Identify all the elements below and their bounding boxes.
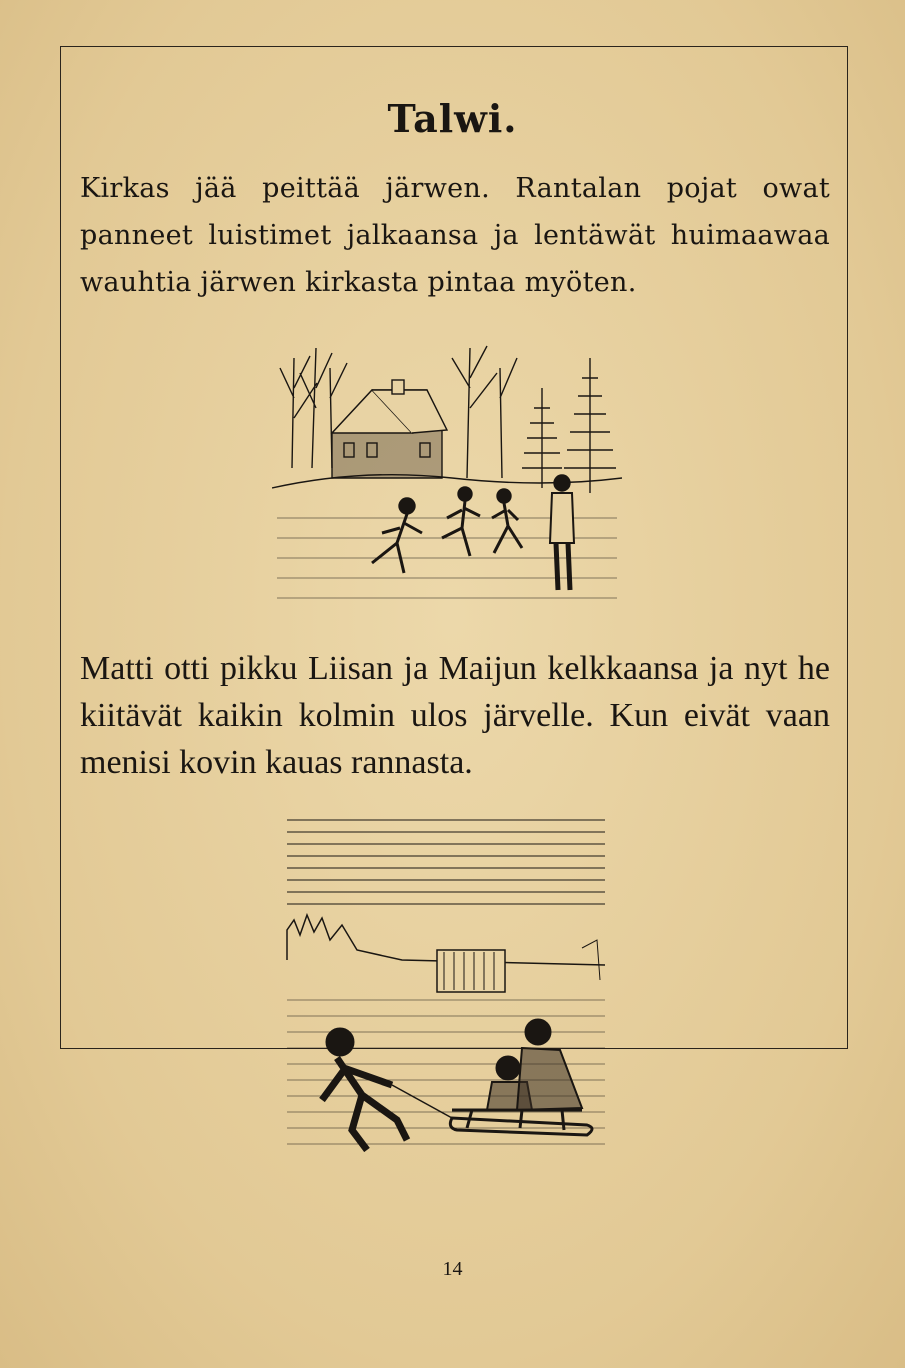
woodcut-skaters-on-frozen-lake-icon [272, 328, 622, 610]
paragraph-antiqua: Matti otti pikku Liisan ja Maijun kelkkaansa ja nyt he kiitävät kaikin kolmin ulos järvelle. Kun eivät vaan menisi kovin kauas rannasta. [80, 650, 830, 781]
woodcut-boy-pulling-sled-icon [282, 810, 610, 1152]
page-number: 14 [442, 1258, 463, 1280]
page-title: Talwi. [387, 96, 518, 141]
paragraph-fraktur: Kirkas jää peittää järwen. Rantalan pojat owat panneet luistimet jalkaansa ja lentäwät huimaawaa wauhtia järwen kirkasta pintaa myöten. [80, 173, 830, 298]
